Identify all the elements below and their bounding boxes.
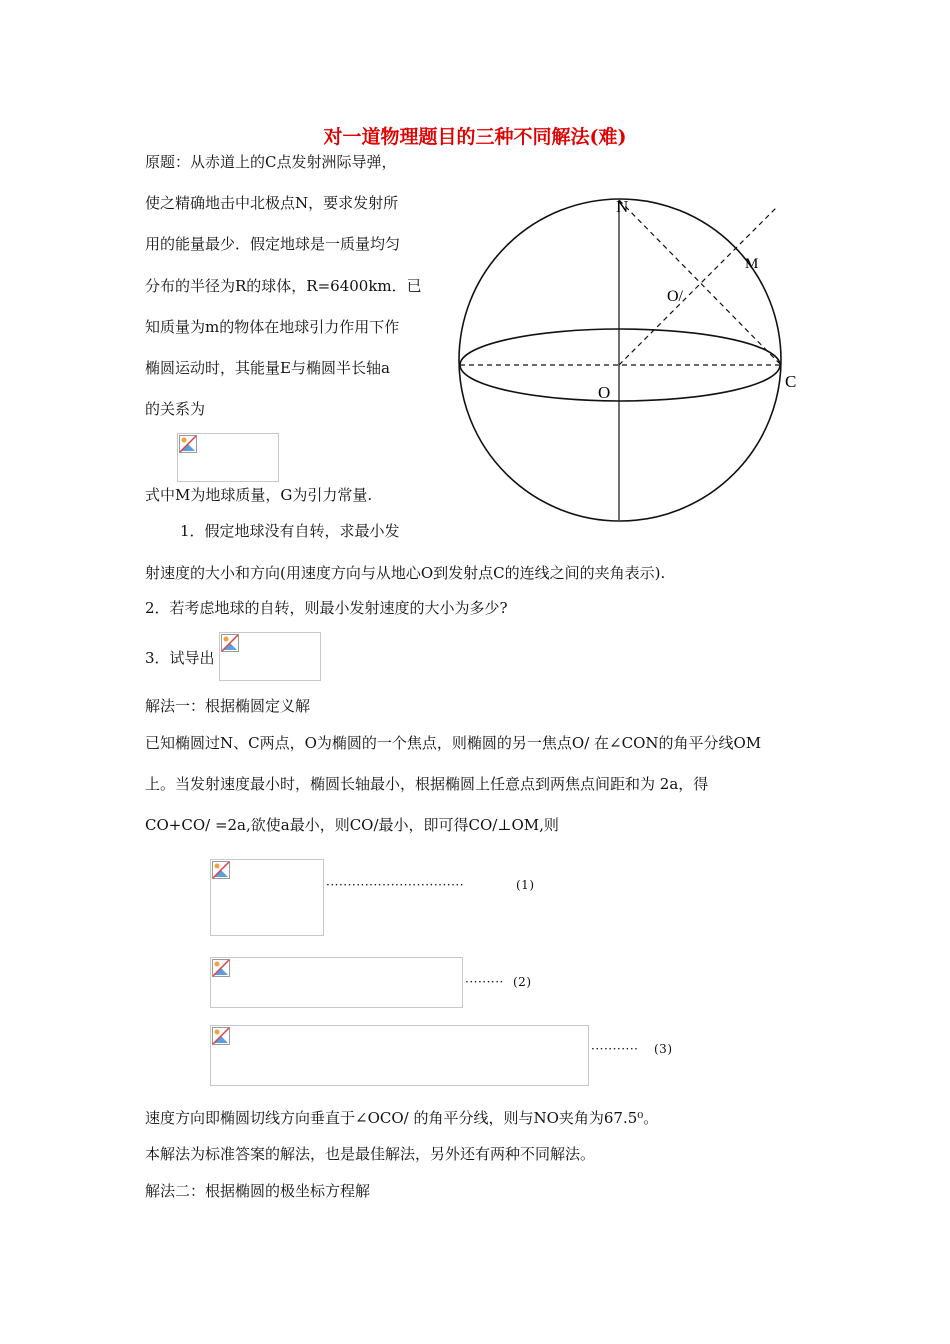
label-o: O	[598, 383, 611, 402]
equation-1-image	[210, 859, 324, 936]
problem-line-2: 使之精确地击中北极点N，要求发射所	[145, 194, 399, 212]
question-2: 2．若考虑地球的自转，则最小发射速度的大小为多少?	[145, 599, 508, 617]
problem-line-1: 原题：从赤道上的C点发射洲际导弹，	[145, 153, 397, 171]
question-1-line-2: 射速度的大小和方向(用速度方向与从地心O到发射点C的连线之间的夹角表示).	[145, 564, 666, 582]
equation-2-image	[210, 957, 463, 1008]
label-o-prime: O/	[667, 288, 683, 305]
energy-formula-image	[177, 433, 279, 482]
label-c: C	[785, 372, 797, 391]
solution-1-line-3: CO+CO/ =2a,欲使a最小，则CO/最小，即可得CO/⊥OM,则	[145, 816, 559, 834]
label-n: N	[616, 197, 629, 216]
solution-1-line-1: 已知椭圆过N、C两点，O为椭圆的一个焦点，则椭圆的另一焦点O/ 在∠CON的角平分线OM	[145, 734, 762, 752]
broken-image-icon	[212, 1027, 230, 1045]
line-nc-dashed	[619, 200, 779, 363]
problem-line-6: 椭圆运动时，其能量E与椭圆半长轴a	[145, 359, 390, 377]
problem-line-7: 的关系为	[145, 400, 206, 418]
equation-3-number: (3)	[654, 1042, 673, 1056]
equation-1-leader-dots: ································	[326, 878, 465, 892]
problem-line-5: 知质量为m的物体在地球引力作用下作	[145, 318, 400, 336]
earth-circle	[459, 199, 781, 521]
bisector-om-dashed	[619, 208, 776, 365]
equation-3-image	[210, 1025, 589, 1086]
equation-3-leader-dots: ···········	[591, 1042, 639, 1056]
problem-line-4: 分布的半径为R的球体，R=6400km．已	[145, 277, 422, 295]
broken-image-icon	[212, 959, 230, 977]
problem-line-3: 用的能量最少．假定地球是一质量均匀	[145, 235, 401, 253]
solution-2-heading: 解法二：根据椭圆的极坐标方程解	[145, 1182, 371, 1200]
question-3-formula-image	[219, 632, 321, 681]
solution-1-remark: 本解法为标准答案的解法，也是最佳解法，另外还有两种不同解法。	[145, 1145, 596, 1163]
solution-1-conclusion: 速度方向即椭圆切线方向垂直于∠OCO/ 的角平分线，则与NO夹角为67.5⁰。	[145, 1109, 659, 1127]
earth-orbit-diagram	[440, 185, 820, 530]
question-1-line-1: 1．假定地球没有自转，求最小发	[180, 522, 400, 540]
solution-1-line-2: 上。当发射速度最小时，椭圆长轴最小，根据椭圆上任意点到两焦点间距和为 2a，得	[145, 775, 709, 793]
document-title: 对一道物理题目的三种不同解法(难)	[323, 126, 627, 148]
formula-explanation: 式中M为地球质量，G为引力常量.	[145, 486, 373, 504]
equation-1-number: (1)	[516, 878, 535, 892]
question-3: 3．试导出	[145, 649, 215, 667]
broken-image-icon	[212, 861, 230, 879]
broken-image-icon	[221, 634, 239, 652]
equation-2-number: (2)	[513, 975, 532, 989]
label-m: M	[745, 256, 759, 272]
broken-image-icon	[179, 435, 197, 453]
solution-1-heading: 解法一：根据椭圆定义解	[145, 697, 311, 715]
equation-2-leader-dots: ·········	[465, 975, 504, 989]
